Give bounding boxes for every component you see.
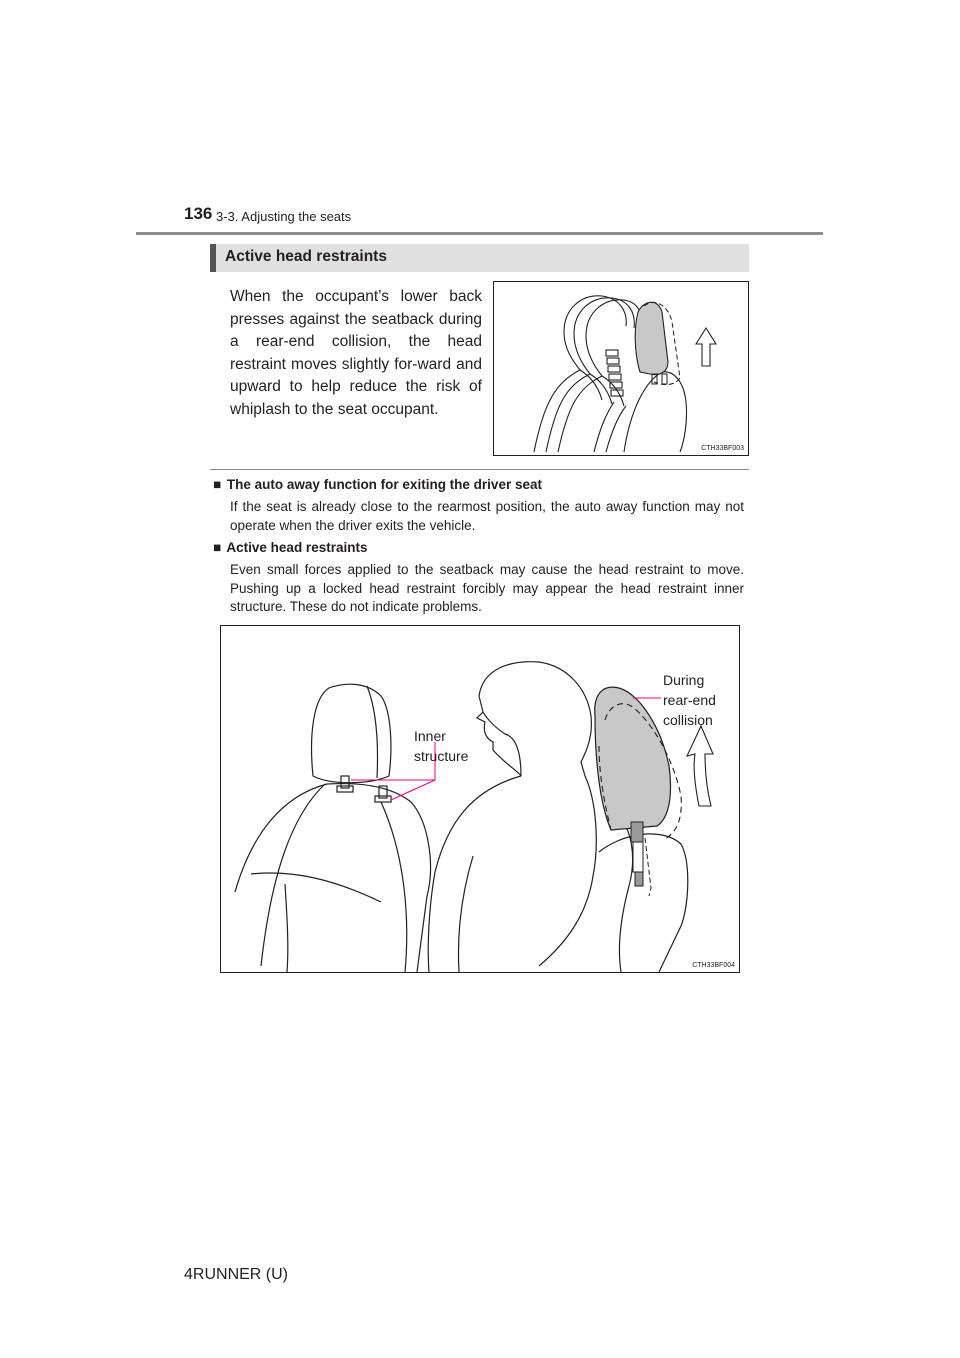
note-title: Active head restraints (226, 540, 368, 555)
section-heading-accent (210, 244, 216, 272)
callout-collision-line2: rear-end (663, 692, 716, 708)
figure1-code: CTH33BF003 (701, 445, 744, 452)
callout-collision-line3: collision (663, 712, 713, 728)
page-number: 136 (184, 204, 213, 223)
callout-inner-line2: structure (414, 748, 469, 764)
section-heading-bar (210, 244, 749, 272)
section-heading: Active head restraints (225, 248, 387, 265)
figure-inner-structure (220, 625, 740, 973)
callout-inner-structure (414, 726, 468, 766)
note-bullet-icon: ■ (213, 477, 222, 492)
figure-head-restraint-motion (493, 281, 749, 456)
note-bullet-icon: ■ (213, 540, 222, 555)
figure2-code: CTH33BF004 (692, 962, 735, 969)
footer-model: 4RUNNER (U) (184, 1266, 288, 1283)
note-title: The auto away function for exiting the driver seat (226, 477, 542, 492)
inner-structure-illustration (221, 626, 739, 972)
callout-rear-end-collision (663, 670, 716, 730)
section-title: 3-3. Adjusting the seats (216, 209, 352, 224)
callout-inner-line1: Inner (414, 728, 446, 744)
callout-collision-line1: During (663, 672, 705, 688)
header-divider (136, 232, 823, 235)
note-body-auto-away: If the seat is already close to the rearmost position, the auto away function may not operate when the driver exits the vehicle. (230, 499, 744, 533)
notes-divider (210, 469, 749, 470)
note-heading-auto-away (213, 477, 542, 492)
note-body-active-head-restraints: Even small forces applied to the seatback may cause the head restraint to move. Pushing up a locked head restraint forcibly may appear the head restraint inner structure. These do not indicate problems. (230, 562, 744, 614)
note-heading-active-head-restraints (213, 540, 367, 555)
head-restraint-motion-illustration (494, 282, 748, 455)
intro-paragraph: When the occupant’s lower back presses against the seatback during a rear-end collision, the head restraint moves slightly for-ward and upward to help reduce the risk of whiplash to the seat occupant. (230, 288, 482, 418)
